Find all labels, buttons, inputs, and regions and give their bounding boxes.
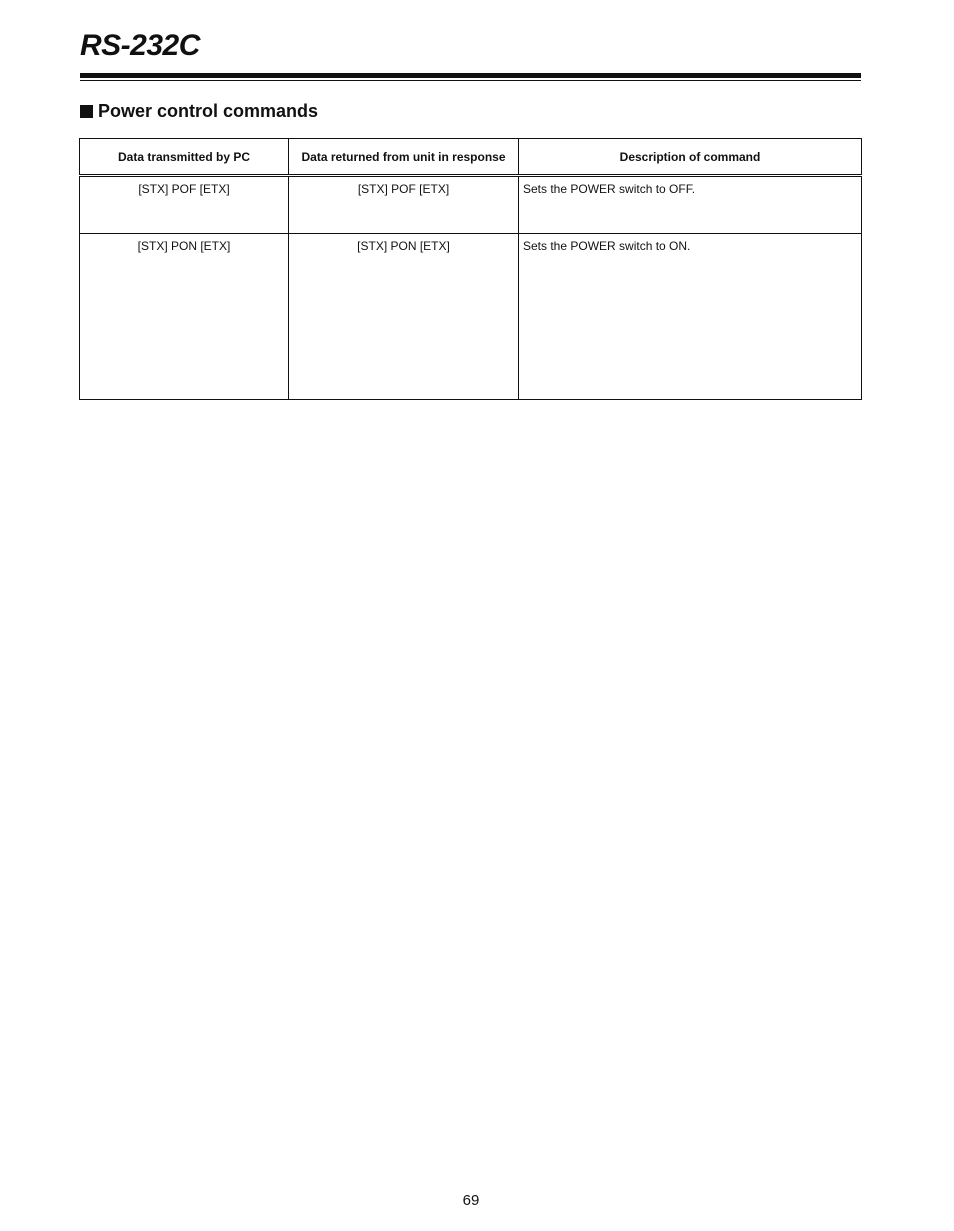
- column-header-transmitted: Data transmitted by PC: [80, 139, 289, 176]
- section-heading: [80, 100, 318, 122]
- column-header-description: Description of command: [519, 139, 862, 176]
- cell-returned: [STX] PON [ETX]: [289, 234, 519, 400]
- cell-description: Sets the POWER switch to ON.: [519, 234, 862, 400]
- page-title: RS-232C: [80, 29, 200, 62]
- cell-description: Sets the POWER switch to OFF.: [519, 176, 862, 234]
- cell-transmitted: [STX] POF [ETX]: [80, 176, 289, 234]
- section-heading-text: Power control commands: [98, 101, 319, 121]
- table-row: [80, 234, 862, 400]
- power-commands-table: [79, 138, 862, 400]
- cell-returned: [STX] POF [ETX]: [289, 176, 519, 234]
- table-header-row: [80, 139, 862, 176]
- page-number: 69: [462, 1192, 480, 1209]
- square-bullet-icon: [80, 105, 93, 118]
- column-header-returned: Data returned from unit in response: [289, 139, 519, 176]
- cell-transmitted: [STX] PON [ETX]: [80, 234, 289, 400]
- header-rule-thick: [80, 73, 861, 78]
- header-rule-thin: [80, 80, 861, 81]
- table-row: [80, 176, 862, 234]
